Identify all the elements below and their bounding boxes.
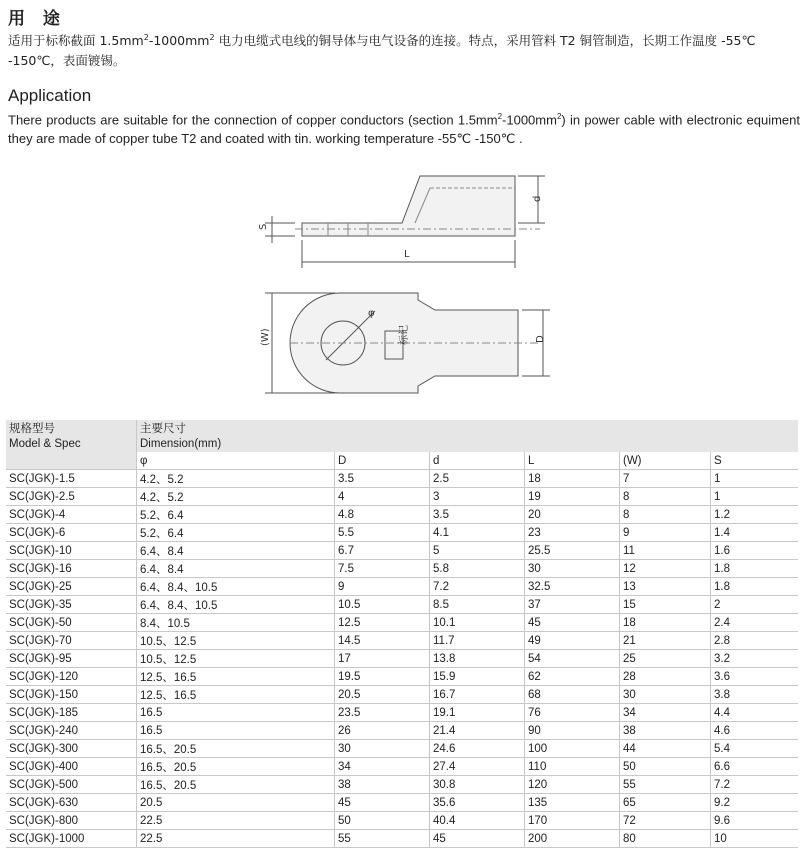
table-cell: 35.6 [430, 794, 525, 812]
table-cell: 22.5 [137, 812, 335, 830]
table-cell: 22.5 [137, 830, 335, 848]
table-cell: 4.2、5.2 [137, 470, 335, 488]
table-cell: 6.6 [711, 758, 799, 776]
table-cell: 13.8 [430, 650, 525, 668]
table-row [6, 794, 798, 812]
table-cell: 72 [620, 812, 711, 830]
table-cell: 4.6 [711, 722, 799, 740]
table-cell: SC(JGK)-10 [6, 542, 137, 560]
table-cell: 17 [335, 650, 430, 668]
table-cell: 50 [620, 758, 711, 776]
table-cell: 2.8 [711, 632, 799, 650]
label-l: L [404, 249, 410, 260]
table-row [6, 776, 798, 794]
table-cell: 18 [525, 470, 620, 488]
table-cell: 8.5 [430, 596, 525, 614]
label-s: S [258, 223, 269, 230]
table-cell: 100 [525, 740, 620, 758]
table-cell: 11 [620, 542, 711, 560]
table-cell: 11.7 [430, 632, 525, 650]
table-cell: 30.8 [430, 776, 525, 794]
table-row [6, 488, 798, 506]
table-cell: 7.5 [335, 560, 430, 578]
table-cell: 2.4 [711, 614, 799, 632]
table-cell: 9.2 [711, 794, 799, 812]
table-row [6, 704, 798, 722]
table-cell: SC(JGK)-16 [6, 560, 137, 578]
table-cell: 19.5 [335, 668, 430, 686]
table-cell: 5 [430, 542, 525, 560]
table-cell: SC(JGK)-240 [6, 722, 137, 740]
table-cell: 23.5 [335, 704, 430, 722]
table-cell: 7 [620, 470, 711, 488]
table-cell: 1.2 [711, 506, 799, 524]
table-cell: 16.5、20.5 [137, 758, 335, 776]
table-cell: 80 [620, 830, 711, 848]
table-cell: 10.5、12.5 [137, 632, 335, 650]
table-cell: 4.1 [430, 524, 525, 542]
table-cell: 1.6 [711, 542, 799, 560]
table-cell: 76 [525, 704, 620, 722]
dimension-header-cn: 主要尺寸 [137, 420, 799, 436]
table-cell: 10.5 [335, 596, 430, 614]
table-cell: 1 [711, 488, 799, 506]
table-cell: SC(JGK)-25 [6, 578, 137, 596]
table-cell: 7.2 [711, 776, 799, 794]
table-cell: SC(JGK)-300 [6, 740, 137, 758]
model-header-cn: 规格型号 [6, 420, 137, 436]
table-cell: 6.4、8.4、10.5 [137, 578, 335, 596]
table-cell: 16.5 [137, 704, 335, 722]
label-d-small: d [532, 195, 543, 202]
table-cell: 2.5 [430, 470, 525, 488]
table-cell: SC(JGK)-95 [6, 650, 137, 668]
table-cell: 20.5 [137, 794, 335, 812]
table-cell: 5.8 [430, 560, 525, 578]
table-cell: SC(JGK)-800 [6, 812, 137, 830]
table-cell: 3.5 [335, 470, 430, 488]
table-cell: 9 [335, 578, 430, 596]
table-cell: 55 [620, 776, 711, 794]
label-mark: 标记 [399, 325, 410, 345]
table-row [6, 740, 798, 758]
table-cell: 1.4 [711, 524, 799, 542]
table-cell: 1.8 [711, 578, 799, 596]
table-cell: 4.8 [335, 506, 430, 524]
table-cell: 10.1 [430, 614, 525, 632]
application-text: There products are suitable for the connection of copper conductors (section $1.5mm^2-1000mm^2$) in power cable with electronic equiment they are made of copper tube T2 and coated with tin. working temperature -55℃ -150℃ . [8, 112, 800, 147]
table-cell: 6.4、8.4 [137, 560, 335, 578]
table-row [6, 668, 798, 686]
table-cell: 5.4 [711, 740, 799, 758]
table-row [6, 830, 798, 848]
table-cell: 68 [525, 686, 620, 704]
table-cell: 16.5 [137, 722, 335, 740]
table-cell: 120 [525, 776, 620, 794]
table-cell: 1 [711, 470, 799, 488]
table-cell: 12.5 [335, 614, 430, 632]
table-cell: 24.6 [430, 740, 525, 758]
usage-title: 用 途 [8, 9, 66, 29]
table-cell: 3.8 [711, 686, 799, 704]
table-cell: 4.2、5.2 [137, 488, 335, 506]
table-cell: 12 [620, 560, 711, 578]
table-cell: 6.4、8.4、10.5 [137, 596, 335, 614]
table-cell: 90 [525, 722, 620, 740]
table-cell: 50 [335, 812, 430, 830]
table-cell: SC(JGK)-500 [6, 776, 137, 794]
table-row [6, 560, 798, 578]
table-row [6, 596, 798, 614]
table-cell: 5.2、6.4 [137, 524, 335, 542]
table-cell: 6.7 [335, 542, 430, 560]
table-cell: 25.5 [525, 542, 620, 560]
table-cell: 12.5、16.5 [137, 686, 335, 704]
table-cell: 37 [525, 596, 620, 614]
table-cell: 12.5、16.5 [137, 668, 335, 686]
table-cell: 16.5、20.5 [137, 776, 335, 794]
table-cell: 3.5 [430, 506, 525, 524]
table-cell: 27.4 [430, 758, 525, 776]
table-cell: 8 [620, 488, 711, 506]
table-cell: 4 [335, 488, 430, 506]
table-cell: SC(JGK)-35 [6, 596, 137, 614]
table-cell: 32.5 [525, 578, 620, 596]
table-row [6, 758, 798, 776]
table-cell: 5.5 [335, 524, 430, 542]
table-cell: 30 [620, 686, 711, 704]
table-cell: 23 [525, 524, 620, 542]
table-cell: 21.4 [430, 722, 525, 740]
table-cell: 1.8 [711, 560, 799, 578]
table-cell: SC(JGK)-1000 [6, 830, 137, 848]
table-cell: 9 [620, 524, 711, 542]
table-cell: 44 [620, 740, 711, 758]
table-cell: 10.5、12.5 [137, 650, 335, 668]
table-cell: 15.9 [430, 668, 525, 686]
table-cell: 13 [620, 578, 711, 596]
table-cell: SC(JGK)-630 [6, 794, 137, 812]
table-cell: 62 [525, 668, 620, 686]
table-cell: 8.4、10.5 [137, 614, 335, 632]
table-row [6, 470, 798, 488]
table-cell: 10 [711, 830, 799, 848]
table-cell: SC(JGK)-4 [6, 506, 137, 524]
table-cell: 55 [335, 830, 430, 848]
table-cell: 30 [525, 560, 620, 578]
table-cell: 2 [711, 596, 799, 614]
table-cell: 19.1 [430, 704, 525, 722]
col-D: D [335, 452, 430, 470]
table-row [6, 506, 798, 524]
table-cell: 45 [525, 614, 620, 632]
spec-table [6, 420, 798, 848]
table-cell: 54 [525, 650, 620, 668]
table-cell: 15 [620, 596, 711, 614]
table-row [6, 686, 798, 704]
table-cell: SC(JGK)-1.5 [6, 470, 137, 488]
table-cell: 3.6 [711, 668, 799, 686]
table-row [6, 614, 798, 632]
table-cell: SC(JGK)-150 [6, 686, 137, 704]
table-cell: 14.5 [335, 632, 430, 650]
table-row [6, 578, 798, 596]
table-cell: 200 [525, 830, 620, 848]
table-cell: 65 [620, 794, 711, 812]
col-W: (W) [620, 452, 711, 470]
table-cell: 9.6 [711, 812, 799, 830]
table-cell: 110 [525, 758, 620, 776]
col-phi: φ [137, 452, 335, 470]
table-cell: 6.4、8.4 [137, 542, 335, 560]
table-cell: 16.7 [430, 686, 525, 704]
table-row [6, 632, 798, 650]
table-cell: 49 [525, 632, 620, 650]
table-cell: 40.4 [430, 812, 525, 830]
table-cell: 45 [335, 794, 430, 812]
table-cell: 25 [620, 650, 711, 668]
table-cell: 21 [620, 632, 711, 650]
table-cell: 3 [430, 488, 525, 506]
table-cell: SC(JGK)-50 [6, 614, 137, 632]
table-cell: 18 [620, 614, 711, 632]
table-cell: 34 [620, 704, 711, 722]
table-cell: 45 [430, 830, 525, 848]
model-spacer [6, 452, 137, 470]
table-cell: 16.5、20.5 [137, 740, 335, 758]
table-cell: 135 [525, 794, 620, 812]
table-cell: 8 [620, 506, 711, 524]
dimension-header-en: Dimension(mm) [137, 436, 799, 452]
table-cell: 20.5 [335, 686, 430, 704]
table-cell: SC(JGK)-70 [6, 632, 137, 650]
table-cell: 38 [335, 776, 430, 794]
table-row [6, 722, 798, 740]
table-cell: SC(JGK)-120 [6, 668, 137, 686]
label-w: (W) [260, 328, 271, 346]
table-cell: SC(JGK)-185 [6, 704, 137, 722]
table-cell: 19 [525, 488, 620, 506]
table-cell: SC(JGK)-2.5 [6, 488, 137, 506]
table-cell: 170 [525, 812, 620, 830]
table-row [6, 524, 798, 542]
table-cell: SC(JGK)-6 [6, 524, 137, 542]
table-cell: 20 [525, 506, 620, 524]
table-cell: 7.2 [430, 578, 525, 596]
table-cell: 3.2 [711, 650, 799, 668]
table-row [6, 812, 798, 830]
application-title: Application [8, 86, 92, 105]
col-d: d [430, 452, 525, 470]
model-header-en: Model & Spec [6, 436, 137, 452]
label-d-big: D [535, 335, 546, 343]
col-L: L [525, 452, 620, 470]
table-cell: 5.2、6.4 [137, 506, 335, 524]
table-cell: 38 [620, 722, 711, 740]
table-cell: 28 [620, 668, 711, 686]
table-cell: 26 [335, 722, 430, 740]
lug-technical-drawing [240, 168, 560, 408]
table-cell: 30 [335, 740, 430, 758]
col-S: S [711, 452, 799, 470]
table-row [6, 650, 798, 668]
table-row [6, 542, 798, 560]
table-cell: SC(JGK)-400 [6, 758, 137, 776]
table-cell: 34 [335, 758, 430, 776]
table-cell: 4.4 [711, 704, 799, 722]
usage-text: 适用于标称截面 $1.5mm^2-1000mm^2$ 电力电缆式电线的铜导体与电气设备的连接。特点，采用管料 T2 铜管制造，长期工作温度 -55℃ -150℃，表面镀锡。 [8, 33, 756, 69]
label-phi: φ [368, 308, 375, 319]
